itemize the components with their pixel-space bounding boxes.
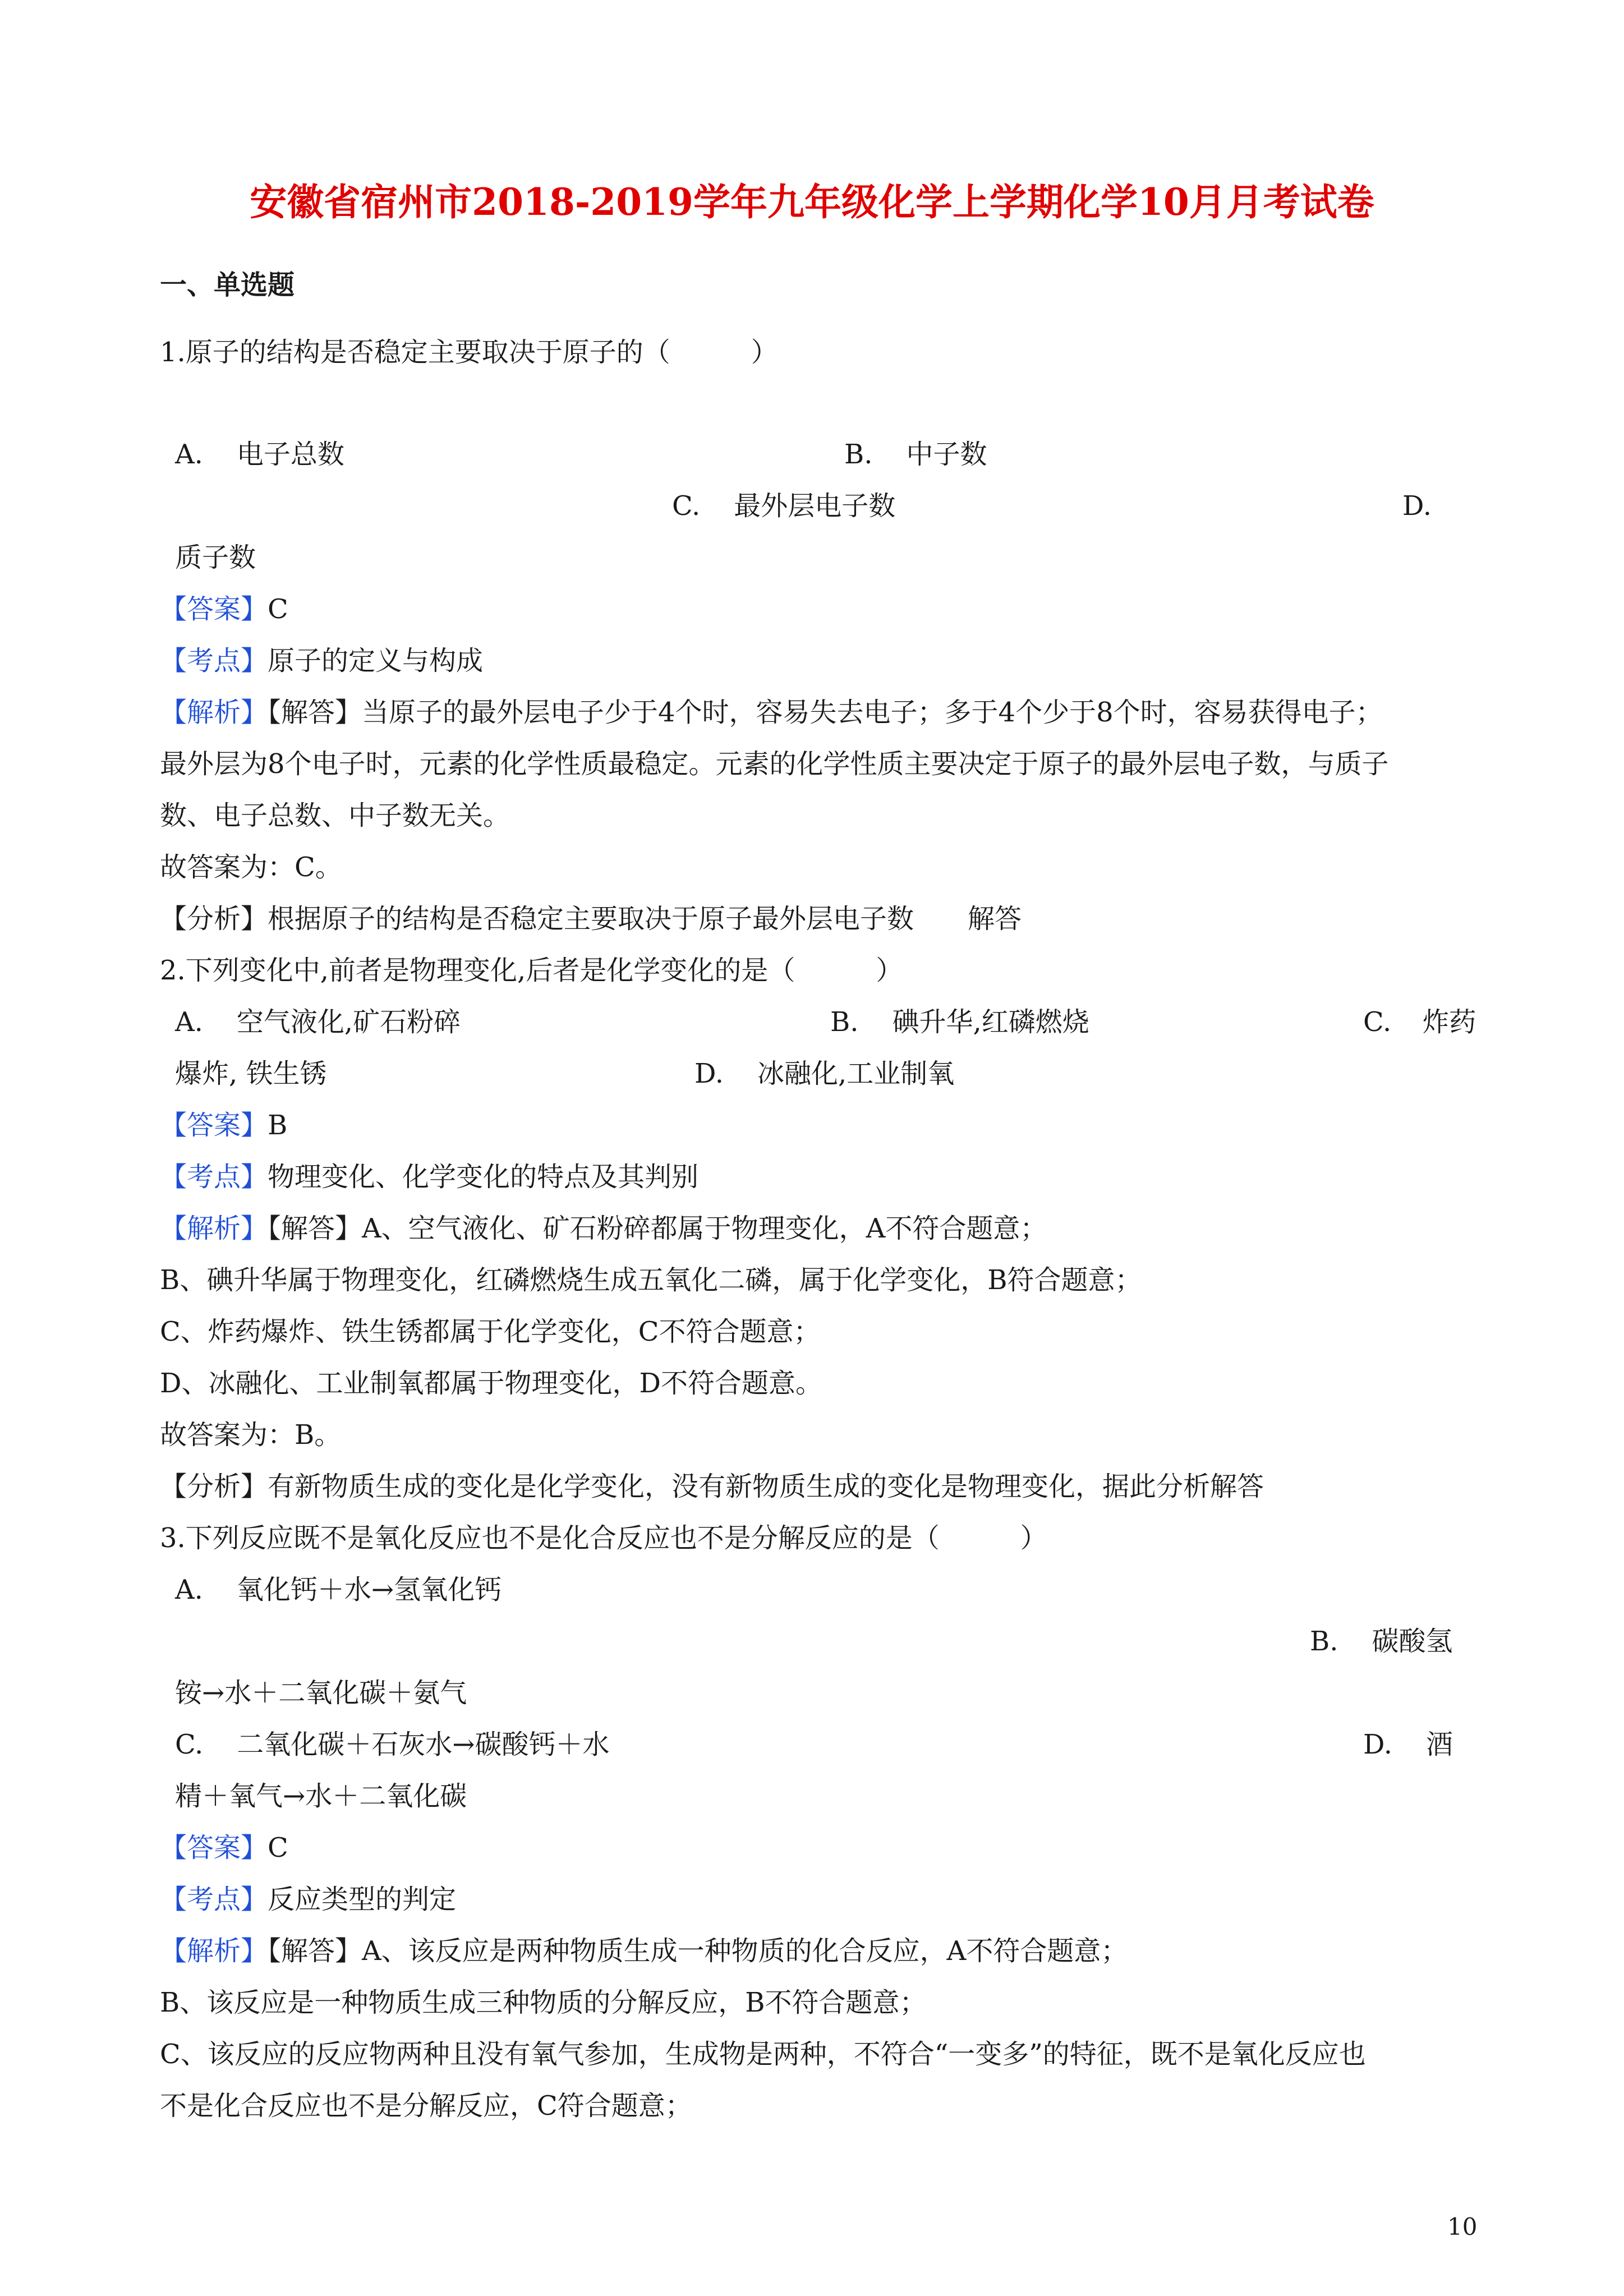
q2-option-c-cont: 爆炸, 铁生锈 [175, 1058, 327, 1089]
q3-option-b-cont: 铵→水＋二氧化碳＋氨气 [175, 1677, 467, 1709]
option-letter: B. [830, 1006, 859, 1038]
comment-text: 有新物质生成的变化是化学变化，没有新物质生成的变化是物理变化，据此分析解答 [268, 1471, 1264, 1502]
option-text: 冰融化,工业制氧 [757, 1058, 955, 1089]
q3-analysis-line-2: B、该反应是一种物质生成三种物质的分解反应，B不符合题意； [160, 1987, 927, 2018]
question-2-stem: 2.下列变化中,前者是物理变化,后者是化学变化的是（ ） [160, 955, 903, 986]
option-letter: B. [1310, 1626, 1338, 1657]
answer-tag: 【答案】 [160, 593, 268, 625]
q1-option-a[interactable] [175, 436, 344, 472]
q3-analysis-line-3: C、该反应的反应物两种且没有氧气参加，生成物是两种，不符合“一变多”的特征，既不是氧化反应也 [160, 2039, 1366, 2070]
q2-answer-line [160, 1107, 287, 1143]
analysis-tag: 【解析】 [160, 1935, 268, 1967]
q2-analysis-line-1 [160, 1211, 1047, 1246]
q1-answer-line [160, 591, 288, 627]
question-1-stem: 1.原子的结构是否稳定主要取决于原子的（ ） [160, 337, 778, 368]
option-text-start: 碳酸氢 [1372, 1626, 1453, 1657]
answer-value: B [268, 1110, 288, 1141]
q1-analysis-line-1 [160, 694, 1383, 730]
q2-analysis-line-3: C、炸药爆炸、铁生锈都属于化学变化，C不符合题意； [160, 1316, 821, 1347]
q1-analysis-line-2: 最外层为8个电子时，元素的化学性质最稳定。元素的化学性质主要决定于原子的最外层电子数，与质子 [160, 748, 1389, 780]
option-letter: C. [672, 490, 701, 522]
page-number: 10 [1447, 2213, 1478, 2240]
point-tag: 【考点】 [160, 645, 268, 677]
analysis-text: 【解答】A、该反应是两种物质生成一种物质的化合反应，A不符合题意； [268, 1935, 1128, 1967]
option-letter: D. [694, 1058, 724, 1089]
q1-option-c[interactable] [672, 488, 895, 524]
q2-analysis-line-5: 故答案为：B。 [160, 1419, 342, 1451]
option-text: 碘升华,红磷燃烧 [892, 1006, 1089, 1038]
analysis-text: 【解答】A、空气液化、矿石粉碎都属于物理变化，A不符合题意； [268, 1213, 1047, 1244]
analysis-tag: 【解析】 [160, 697, 268, 728]
q2-point-line [160, 1159, 698, 1195]
option-text: 中子数 [906, 439, 987, 470]
option-text: 二氧化碳＋石灰水→碳酸钙＋水 [237, 1729, 610, 1760]
option-letter: A. [175, 439, 203, 470]
answer-value: C [268, 1832, 288, 1864]
option-letter: B. [844, 439, 873, 470]
comment-tag: 【分析】 [160, 1471, 268, 1502]
comment-tag: 【分析】 [160, 903, 268, 935]
q2-option-c[interactable] [1363, 1004, 1476, 1040]
q1-point-line [160, 643, 483, 679]
q1-option-d-text: 质子数 [175, 542, 256, 573]
option-letter: C. [1363, 1006, 1392, 1038]
q3-answer-line [160, 1830, 288, 1866]
q1-option-b[interactable] [844, 436, 987, 472]
option-text: 电子总数 [236, 439, 344, 470]
answer-tag: 【答案】 [160, 1832, 268, 1864]
q1-comment-line [160, 901, 1022, 937]
q2-comment-line [160, 1469, 1264, 1504]
document-title: 安徽省宿州市2018-2019学年九年级化学上学期化学10月月考试卷 [250, 180, 1374, 224]
answer-tag: 【答案】 [160, 1110, 268, 1141]
option-letter: C. [175, 1729, 204, 1760]
q3-analysis-line-1 [160, 1933, 1128, 1969]
option-text: 氧化钙＋水→氢氧化钙 [236, 1574, 502, 1605]
answer-value: C [268, 593, 288, 625]
option-text: 最外层电子数 [734, 490, 896, 522]
q3-option-d-cont: 精＋氧气→水＋二氧化碳 [175, 1780, 467, 1812]
section-heading: 一、单选题 [160, 269, 295, 301]
q2-option-d[interactable] [694, 1056, 954, 1092]
analysis-tag: 【解析】 [160, 1213, 268, 1244]
comment-text: 根据原子的结构是否稳定主要取决于原子最外层电子数 解答 [268, 903, 1022, 935]
q3-option-a[interactable] [175, 1572, 502, 1608]
q1-analysis-line-4: 故答案为：C。 [160, 852, 342, 883]
q3-point-line [160, 1881, 456, 1917]
option-letter: D. [1363, 1729, 1393, 1760]
q2-option-b[interactable] [830, 1004, 1089, 1040]
q1-option-d-letter[interactable]: D. [1402, 490, 1432, 522]
option-letter: A. [175, 1006, 203, 1038]
option-text-start: 酒 [1426, 1729, 1453, 1760]
q2-analysis-line-4: D、冰融化、工业制氧都属于物理变化，D不符合题意。 [160, 1368, 822, 1399]
option-text: 空气液化,矿石粉碎 [236, 1006, 461, 1038]
option-text-start: 炸药 [1422, 1006, 1476, 1038]
q2-analysis-line-2: B、碘升华属于物理变化，红磷燃烧生成五氧化二磷，属于化学变化，B符合题意； [160, 1264, 1142, 1296]
option-letter: A. [175, 1574, 203, 1605]
q3-analysis-line-4: 不是化合反应也不是分解反应，C符合题意； [160, 2090, 692, 2122]
q3-option-d[interactable] [1363, 1727, 1453, 1763]
q1-analysis-line-3: 数、电子总数、中子数无关。 [160, 800, 510, 831]
q3-option-b[interactable] [1310, 1623, 1453, 1659]
q3-option-c[interactable] [175, 1727, 610, 1763]
point-value: 原子的定义与构成 [268, 645, 484, 677]
point-value: 物理变化、化学变化的特点及其判别 [268, 1161, 699, 1193]
point-tag: 【考点】 [160, 1161, 268, 1193]
analysis-text: 【解答】当原子的最外层电子少于4个时，容易失去电子；多于4个少于8个时，容易获得电子； [268, 697, 1383, 728]
q2-option-a[interactable] [175, 1004, 461, 1040]
question-3-stem: 3.下列反应既不是氧化反应也不是化合反应也不是分解反应的是（ ） [160, 1522, 1047, 1554]
point-tag: 【考点】 [160, 1884, 268, 1915]
point-value: 反应类型的判定 [268, 1884, 457, 1915]
